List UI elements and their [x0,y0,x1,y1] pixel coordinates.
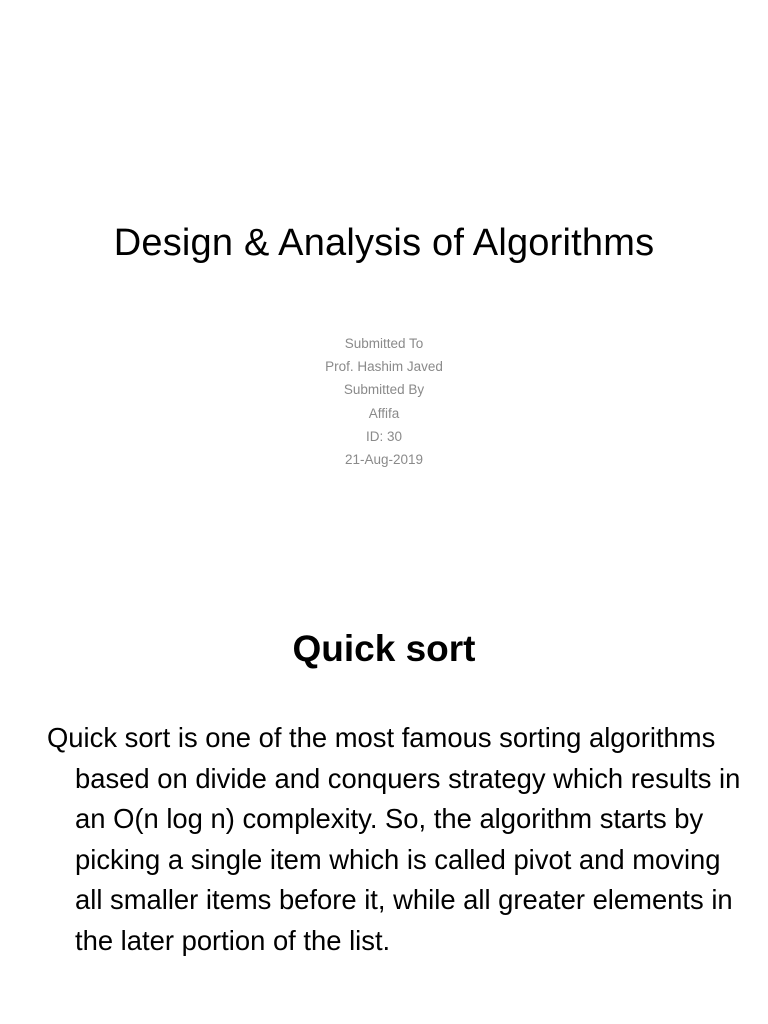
submitted-to-label: Submitted To [344,336,424,351]
student-name: Affifa [368,405,400,421]
submission-date: 21-Aug-2019 [344,452,424,468]
slide-heading: Quick sort [292,628,476,669]
student-id: ID: 30 [365,428,403,444]
submission-details [0,332,768,471]
slide-body-text: Quick sort is one of the most famous sorting algorithms based on divide and conquers strategy which results in an O(n log n) complexity. So, the algorithm starts by picking a single item which is called pivot and moving all smaller items before it, while all greater elements in the later portion of the list. [47,722,741,956]
professor-name: Prof. Hashim Javed [325,359,443,375]
content-slide [0,576,768,1024]
submitted-by-label: Submitted By [343,382,425,398]
presentation-title: Design & Analysis of Algorithms [113,222,655,264]
